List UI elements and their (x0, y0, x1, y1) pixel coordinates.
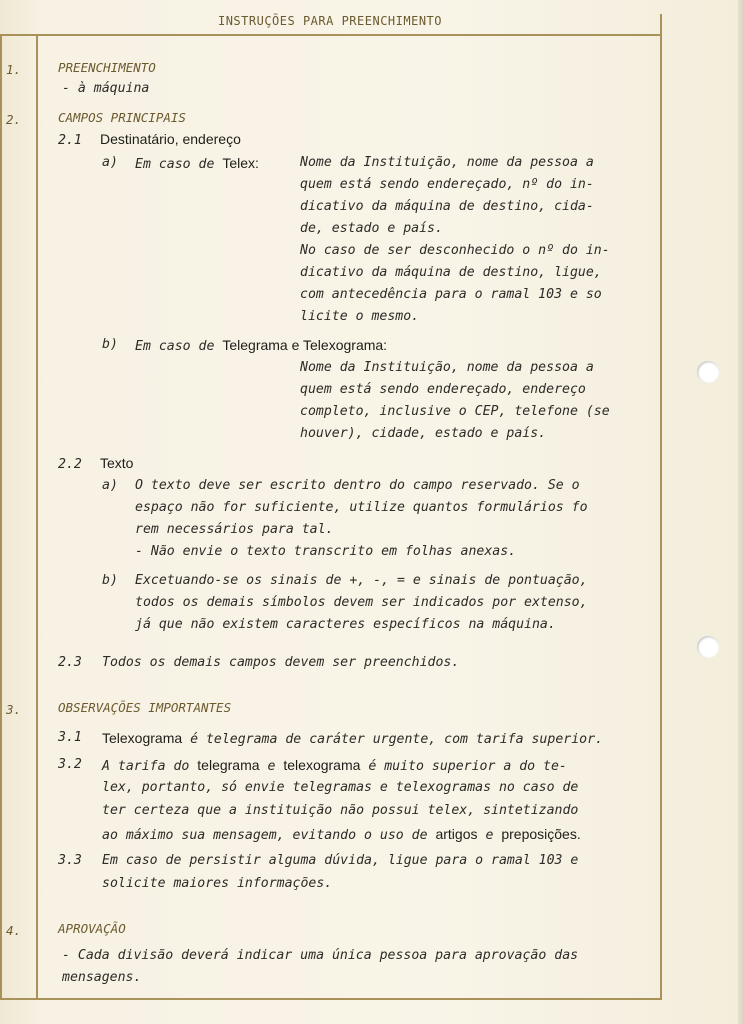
telegrama-line-1: Nome da Instituição, nome da pessoa a (300, 360, 594, 375)
punch-hole-lower (697, 636, 719, 658)
section-number-2: 2. (6, 112, 22, 127)
item-title-2-1-a-word: Telex: (222, 155, 259, 171)
frame-margin-rule (36, 34, 38, 1000)
telex-line-8: licite o mesmo. (300, 309, 420, 324)
frame-bottom-rule (0, 998, 662, 1000)
telex-line-4: de, estado e país. (300, 221, 443, 236)
telegrama-word: telegrama (197, 757, 260, 773)
telexograma-word-2: telexograma (283, 757, 361, 773)
subsection-3-1-rest: é telegrama de caráter urgente, com tarifa superior. (182, 732, 603, 747)
line1-part-c: e (259, 759, 284, 774)
aprovacao-line-2: mensagens. (62, 970, 142, 985)
section-title-preenchimento: PREENCHIMENTO (58, 60, 156, 75)
subsection-3-1-text (102, 730, 603, 747)
item-label-2-2-b: b) (102, 573, 118, 588)
line1-part-a: A tarifa do (102, 759, 198, 774)
telegrama-line-2: quem está sendo endereçado, endereço (300, 382, 586, 397)
paper-edge (738, 0, 744, 1024)
telex-line-7: com antecedência para o ramal 103 e so (300, 287, 602, 302)
item-label-2-1-b: b) (102, 337, 118, 352)
section-number-1: 1. (6, 62, 22, 77)
subsection-label-3-2: 3.2 (58, 757, 82, 772)
subsection-label-3-1: 3.1 (58, 730, 82, 745)
subsection-3-2-line-2: lex, portanto, só envie telegramas e telexogramas no caso de (102, 780, 579, 795)
item-title-2-1-a (135, 155, 259, 172)
frame-top-rule (0, 34, 662, 36)
line4-part-c: e (477, 828, 502, 843)
subsection-label-2-2: 2.2 (58, 457, 82, 472)
section-1-item: - à máquina (62, 81, 150, 96)
subsection-label-3-3: 3.3 (58, 853, 82, 868)
texto-a-line-2: espaço não for suficiente, utilize quantos formulários fo (135, 500, 588, 515)
texto-b-line-3: já que não existem caracteres específicos na máquina. (135, 617, 556, 632)
item-label-2-1-a: a) (102, 155, 118, 170)
aprovacao-line-1: - Cada divisão deverá indicar uma única pessoa para aprovação das (62, 948, 579, 963)
telex-line-3: dicativo da máquina de destino, cida- (300, 199, 594, 214)
telexograma-word: Telexograma (102, 730, 183, 746)
texto-a-line-1: O texto deve ser escrito dentro do campo reservado. Se o (135, 478, 580, 493)
item-title-2-1-b-prefix: Em caso de (135, 339, 223, 354)
subsection-3-3-line-2: solicite maiores informações. (102, 876, 333, 891)
texto-b-line-1: Excetuando-se os sinais de +, -, = e sinais de pontuação, (135, 573, 588, 588)
subsection-3-2-line-3: ter certeza que a instituição não possui telex, sintetizando (102, 803, 579, 818)
subsection-title-texto: Texto (100, 455, 134, 471)
subsection-3-2-line-1 (102, 757, 567, 774)
preposicoes-word: preposições. (501, 826, 581, 842)
item-title-2-1-a-prefix: Em caso de (135, 157, 223, 172)
frame-left-rule (0, 34, 2, 1000)
texto-a-line-4: - Não envie o texto transcrito em folhas anexas. (135, 544, 517, 559)
frame-right-rule (660, 14, 662, 1000)
subsection-2-3-text: Todos os demais campos devem ser preenchidos. (102, 655, 460, 670)
subsection-label-2-3: 2.3 (58, 655, 82, 670)
telegrama-line-4: houver), cidade, estado e país. (300, 426, 547, 441)
telex-line-1: Nome da Instituição, nome da pessoa a (300, 155, 594, 170)
subsection-3-3-line-1: Em caso de persistir alguma dúvida, ligue para o ramal 103 e (102, 853, 579, 868)
section-title-aprovacao: APROVAÇÃO (58, 921, 126, 936)
telegrama-line-3: completo, inclusive o CEP, telefone (se (300, 404, 610, 419)
punch-hole-upper (697, 361, 719, 383)
section-title-observacoes: OBSERVAÇÕES IMPORTANTES (58, 700, 232, 715)
item-title-2-1-b (135, 337, 387, 354)
subsection-title-destinatario: Destinatário, endereço (100, 131, 241, 147)
telex-line-2: quem está sendo endereçado, nº do in- (300, 177, 594, 192)
form-title: INSTRUÇÕES PARA PREENCHIMENTO (217, 14, 442, 28)
texto-b-line-2: todos os demais símbolos devem ser indicados por extenso, (135, 595, 588, 610)
line1-part-e: é muito superior a do te- (360, 759, 567, 774)
item-label-2-2-a: a) (102, 478, 118, 493)
section-title-campos: CAMPOS PRINCIPAIS (58, 110, 186, 125)
line4-part-a: ao máximo sua mensagem, evitando o uso de (102, 828, 436, 843)
subsection-3-2-line-4 (102, 826, 581, 843)
telex-line-5: No caso de ser desconhecido o nº do in- (300, 243, 610, 258)
item-title-2-1-b-words: Telegrama e Telexograma: (222, 337, 388, 353)
section-number-3: 3. (6, 702, 22, 717)
texto-a-line-3: rem necessários para tal. (135, 522, 334, 537)
artigos-word: artigos (435, 826, 478, 842)
telex-line-6: dicativo da máquina de destino, ligue, (300, 265, 602, 280)
section-number-4: 4. (6, 923, 22, 938)
subsection-label-2-1: 2.1 (58, 133, 82, 148)
